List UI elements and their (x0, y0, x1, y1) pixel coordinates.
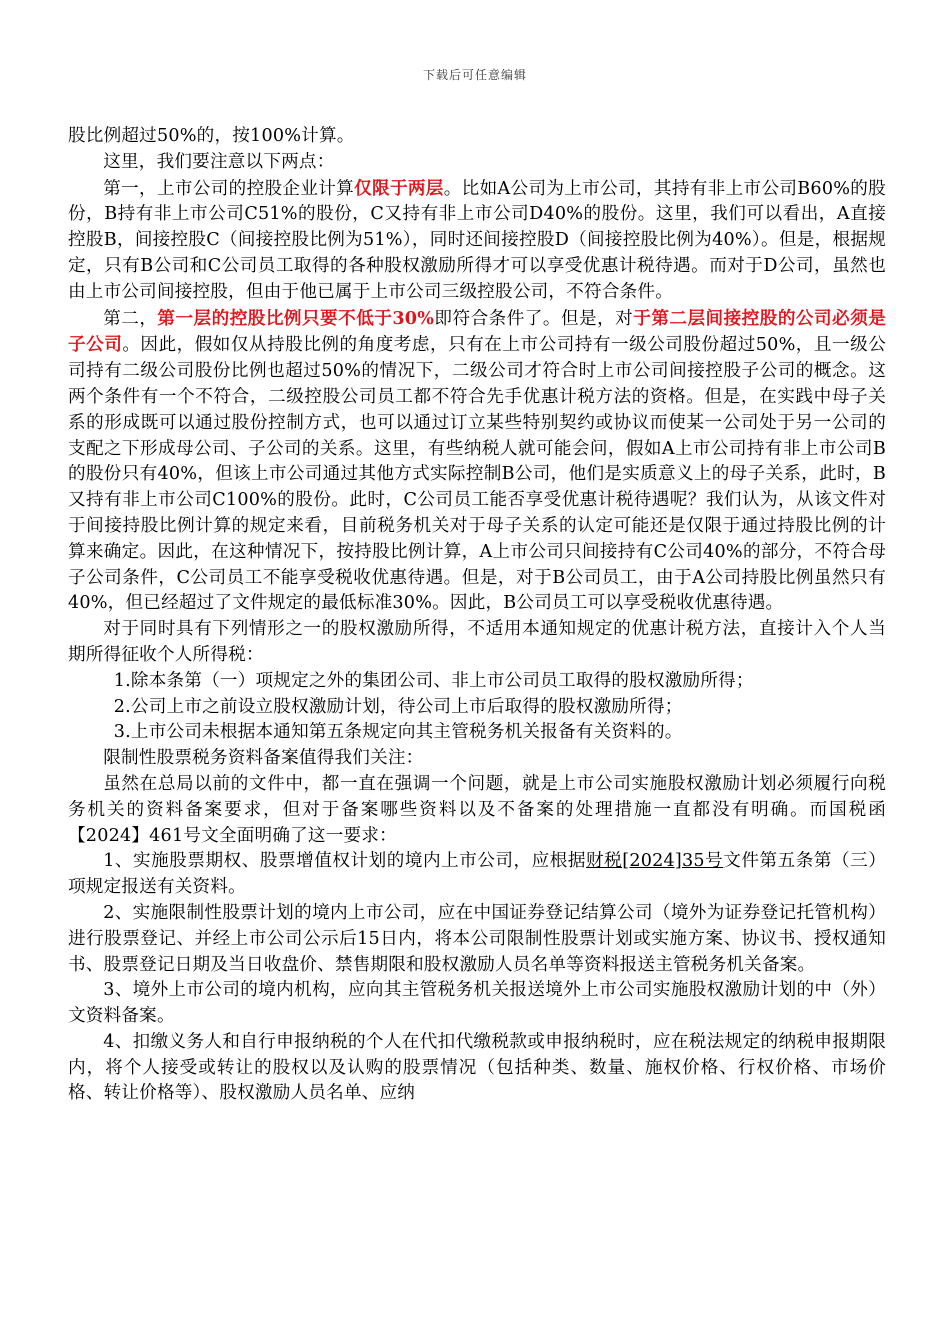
document-body (68, 124, 886, 1107)
paragraph-3-text-a: 第二， (103, 308, 158, 329)
numbered-item-1-text-a: 1、实施股票期权、股票增值权计划的境内上市公司，应根据 (103, 851, 587, 872)
paragraph-3-text-b: 即符合条件了。但是，对 (434, 308, 634, 329)
paragraph-2-text-b: 。比如A公司为上市公司，其持有非上市公司B60%的股份，B持有非上市公司C51%的股份，C又持有非上市公司D40%的股份。这里，我们可以看出，A直接控股B，间接控股C（间接控股比例为51%），同时还间接控股D（间接控股比例为40%）。但是，根据规定，只有B公司和C公司员工取得的各种股权激励所得才可以享受优惠计税待遇。而对于D公司，虽然也由上市公司间接控股，但由于他已属于上市公司三级控股公司，不符合条件。 (68, 178, 886, 302)
paragraph-4: 对于同时具有下列情形之一的股权激励所得，不适用本通知规定的优惠计税方法，直接计入个人当期所得征收个人所得税： (68, 619, 886, 665)
numbered-item-3: 3、境外上市公司的境内机构，应向其主管税务机关报送境外上市公司实施股权激励计划的中（外）文资料备案。 (68, 980, 886, 1027)
numbered-item-2: 2、实施限制性股票计划的境内上市公司，应在中国证券登记结算公司（境外为证券登记托管机构）进行股票登记、并经上市公司公示后15日内，将本公司限制性股票计划或实施方案、协议书、授权通知书、股票登记日期及当日收盘价、禁售期限和股权激励人员名单等资料报送主管税务机关备案。 (68, 902, 886, 975)
paragraph-8: 限制性股票税务资料备案值得我们关注： (103, 748, 424, 769)
highlight-second-level-subsidiary: 于第二层间接控股的公司必须是子公司 (68, 307, 886, 356)
page-header: 下载后可任意编辑 (422, 68, 527, 82)
paragraph-3-text-c: 。因此，假如仅从持股比例的角度考虑，只有在上市公司持有一级公司股份超过50%，且一级公司持有二级公司股份比例也超过50%的情况下，二级公司才符合时上市公司间接控股子公司的概念。这两个条件有一个不符合，二级控股公司员工都不符合先手优惠计税方法的资格。但是，在实践中母子关系的形成既可以通过股份控制方式，也可以通过订立某些特别契约或协议而使某一公司处于另一公司的支配之下形成母公司、子公司的关系。这里，有些纳税人就可能会问，假如A上市公司持有非上市公司B的股份只有40%，但该上市公司通过其他方式实际控制B公司，他们是实质意义上的母子关系，此时，B又持有非上市公司C100%的股份。此时，C公司员工能否享受优惠计税待遇呢？我们认为，从该文件对于间接持股比例计算的规定来看，目前税务机关对于母子关系的认定可能还是仅限于通过持股比例的计算来确定。因此，在这种情况下，按持股比例计算，A上市公司只间接持有C公司40%的部分，不符合母子公司条件，C公司员工不能享受税收优惠待遇。但是，对于B公司员工，由于A公司持股比例虽然只有40%，但已经超过了文件规定的最低标准30%。因此，B公司员工可以享受税收优惠待遇。 (68, 335, 886, 614)
highlight-first-level-ratio: 第一层的控股比例只要不低于30% (157, 307, 435, 329)
document-link[interactable]: 财税[2024]35号 (586, 851, 724, 872)
numbered-item-1 (68, 849, 886, 901)
list-item-3: 3.上市公司未根据本通知第五条规定向其主管税务机关报备有关资料的。 (113, 722, 683, 743)
list-item-1: 1.除本条第（一）项规定之外的集团公司、非上市公司员工取得的股权激励所得； (113, 670, 754, 691)
numbered-item-4: 4、扣缴义务人和自行申报纳税的个人在代扣代缴税款或申报纳税时，应在税法规定的纳税申报期限内，将个人接受或转让的股权以及认购的股票情况（包括种类、数量、施权价格、行权价格、市场价格、转让价格等）、股权激励人员名单、应纳 (68, 1031, 886, 1104)
highlight-two-levels: 仅限于两层 (354, 177, 444, 199)
numbered-item-1-text-b: 文件第五条第（三）项规定报送有关资料。 (68, 851, 886, 898)
paragraph-2-text-a: 第一，上市公司的控股企业计算 (103, 178, 355, 199)
list-item-2: 2.公司上市之前设立股权激励计划，待公司上市后取得的股权激励所得； (113, 696, 683, 717)
paragraph-0: 股比例超过50%的，按100%计算。 (68, 126, 355, 146)
paragraph-2 (68, 176, 886, 306)
paragraph-1: 这里，我们要注意以下两点： (103, 151, 335, 172)
paragraph-3 (68, 306, 886, 618)
paragraph-9: 虽然在总局以前的文件中，都一直在强调一个问题，就是上市公司实施股权激励计划必须履行向税务机关的资料备案要求，但对于备案哪些资料以及不备案的处理措施一直都没有明确。而国税函【2024】461号文全面明确了这一要求： (68, 773, 886, 846)
